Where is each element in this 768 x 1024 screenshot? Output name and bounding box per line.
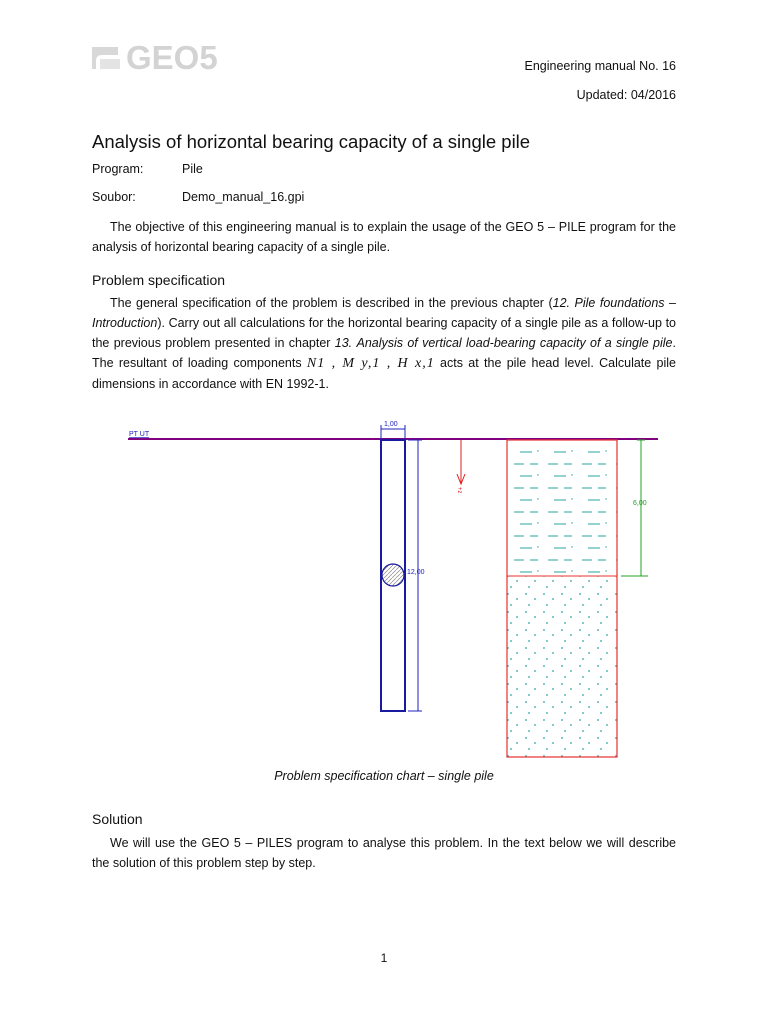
layer-thickness-label: 6,00 [633,500,647,507]
problem-heading: Problem specification [92,272,226,288]
figure-caption: Problem specification chart – single pile [274,769,494,783]
problem-ref-2-title: Analysis of vertical load-bearing capacity of a single pile [356,336,673,350]
page-number: 1 [380,951,388,965]
pile-section-icon [382,564,404,586]
solution-text: We will use the GEO 5 – PILES program to analyse this problem. In the text below we will describe the solution of this problem step by step. [92,836,676,870]
problem-figure [0,410,768,765]
meta-file [92,190,304,204]
meta-program-key: Program: [92,162,144,176]
meta-file-value: Demo_manual_16.gpi [182,190,305,204]
meta-file-key: Soubor: [92,190,136,204]
geo5-logo-mark-icon [90,43,122,73]
problem-text-2: ). Carry out all calculations for the horizontal bearing capacity of a single pile as a follow-up to the previous problem presented in chapter [92,316,676,350]
z-axis-label: +z [456,487,462,494]
problem-paragraph [92,293,676,394]
problem-text-3: . The resultant of loading components [92,336,676,370]
pile-width-label: 1,00 [384,421,398,428]
problem-text-4: acts at the pile head level. Calculate pile dimensions in accordance with EN 1992-1. [92,356,677,391]
solution-heading: Solution [92,811,143,827]
pile-length-label: 12,00 [407,569,425,576]
updated-date: Updated: 04/2016 [576,88,676,102]
problem-ref-1: 12. Pile foundations – Introduction [92,296,676,330]
solution-paragraph [92,833,676,873]
problem-ref-2-num: 13. [334,336,353,350]
logo-text: GEO5 [126,39,218,76]
loading-formula-text: N1 , M y,1 , H x,1 [306,356,435,371]
meta-program [92,162,203,176]
problem-text-1: The general specification of the problem is described in the previous chapter ( [110,296,553,310]
loading-formula [307,356,435,371]
terrain-label: PT UT [129,431,150,438]
intro-paragraph [92,217,676,257]
soil-layer-2 [507,576,617,757]
manual-number: Engineering manual No. 16 [524,59,676,73]
meta-program-value: Pile [182,162,203,176]
soil-layer-1 [507,440,617,576]
intro-text: The objective of this engineering manual is to explain the usage of the GEO 5 – PILE program for the analysis of horizontal bearing capacity of a single pile. [92,220,676,254]
geo5-logo [90,39,218,76]
document-title: Analysis of horizontal bearing capacity of a single pile [92,131,531,152]
